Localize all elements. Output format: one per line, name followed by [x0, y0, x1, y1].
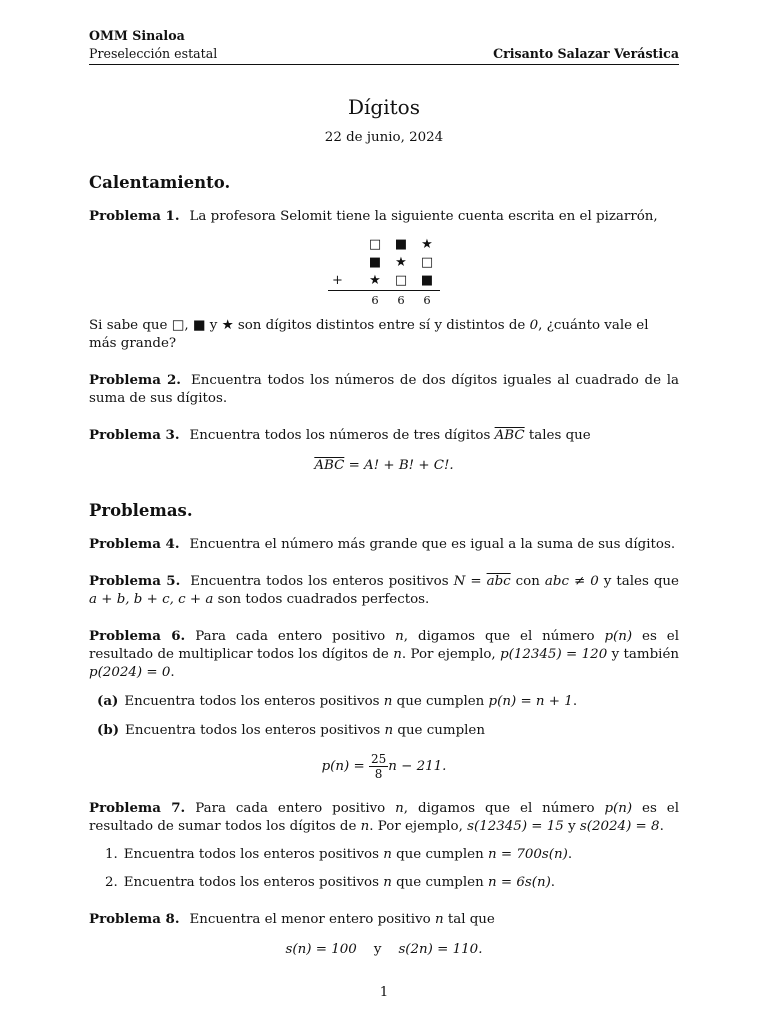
problem-1-question: Si sabe que □, ■ y ★ son dígitos distintos entre sí y distintos de 0, ¿cuánto vale el más grande? [89, 318, 649, 351]
header-row-2 [89, 45, 679, 63]
cell-r1-c1: □ [368, 237, 382, 252]
cell-r1-c2: ■ [394, 237, 408, 252]
problem-7-item-1: 1. Encuentra todos los enteros positivos n que cumplen n = 700s(n). [105, 847, 573, 862]
problem-7-item-2: 2. Encuentra todos los enteros positivos n que cumplen n = 6s(n). [105, 875, 556, 890]
cell-r2-c1: ■ [368, 255, 382, 270]
problem-6-part-b: (b) Encuentra todos los enteros positivos n que cumplen [97, 722, 485, 738]
addition-row-2 [328, 254, 440, 272]
problem-1 [89, 207, 679, 226]
result-c1: 6 [362, 291, 388, 310]
problem-8: Problema 8. Encuentra el menor entero positivo n tal que [89, 911, 495, 927]
cell-r3-c1: ★ [369, 273, 381, 288]
plus-sign: + [332, 273, 343, 288]
problem-4-text: Encuentra el número más grande que es igual a la suma de sus dígitos. [189, 537, 676, 552]
problem-8-label: Problema 8. [89, 911, 180, 927]
result-c2: 6 [388, 291, 414, 310]
problem-1-text: La profesora Selomit tiene la siguiente cuenta escrita en el pizarrón, [189, 209, 658, 224]
problem-6-label: Problema 6. [89, 628, 186, 644]
problem-2-text: Encuentra todos los números de dos dígitos iguales al cuadrado de la suma de sus dígitos. [89, 373, 680, 406]
cell-r2-c2: ★ [395, 255, 407, 270]
header-row-1 [89, 27, 679, 45]
section-problems: Problemas. [89, 501, 193, 520]
header-org: OMM Sinaloa [89, 28, 185, 43]
problem-2 [89, 371, 679, 408]
page-date: 22 de junio, 2024 [324, 130, 444, 145]
problem-4-label: Problema 4. [89, 536, 180, 552]
cell-r3-c3: ■ [420, 273, 434, 288]
problem-8-equation: s(n) = 100 y s(2n) = 110. [285, 942, 483, 957]
page-number: 1 [379, 985, 389, 1000]
result-c3: 6 [414, 291, 440, 310]
header-author: Crisanto Salazar Verástica [493, 46, 679, 61]
problem-7: Problema 7. Para cada entero positivo n, digamos que el número p(n) es el resultado de sumar todos los dígitos de n. Por ejemplo, s(12345) = 15 y s(2024) = 8. [89, 800, 679, 834]
section-warmup: Calentamiento. [89, 173, 231, 192]
addition-row-3 [328, 272, 440, 291]
page-title: Dígitos [348, 95, 420, 119]
addition-table [328, 236, 440, 309]
header-subtitle: Preselección estatal [89, 46, 218, 61]
problem-4 [89, 535, 679, 554]
addition-row-1 [328, 236, 440, 254]
problem-5: Problema 5. Encuentra todos los enteros positivos $N = \overline{abc}$ con abc ≠ 0 y tales que a + b, b + c, c + a son todos cuadrados perfectos. [89, 573, 679, 607]
problem-5-label: Problema 5. [89, 573, 181, 589]
document-page [89, 27, 679, 969]
header-rule [89, 64, 679, 65]
addition-result-row [328, 291, 440, 310]
fraction: $\frac{25}{8}$ [370, 752, 387, 781]
problem-6-equation: p(n) = $\frac{25}{8}$ n − 211. [321, 752, 447, 781]
problem-3-equation: $\overline{ABC} = A$! + B! + C!. [314, 458, 454, 473]
problem-6-part-a: (a) Encuentra todos los enteros positivos n que cumplen p(n) = n + 1. [97, 693, 578, 709]
problem-1-label: Problema 1. [89, 208, 180, 224]
cell-r1-c3: ★ [421, 237, 433, 252]
problem-7-label: Problema 7. [89, 800, 186, 816]
problem-3-label: Problema 3. [89, 427, 180, 443]
problem-2-label: Problema 2. [89, 372, 181, 388]
problem-6: Problema 6. Para cada entero positivo n, digamos que el número p(n) es el resultado de multiplicar todos los dígitos de n. Por ejemplo, p(12345) = 120 y también p(2024) = 0. [89, 628, 680, 680]
cell-r3-c2: □ [394, 273, 408, 288]
cell-r2-c3: □ [420, 255, 434, 270]
problem-3: Problema 3. Encuentra todos los números de tres dígitos $\overline{ABC}$ tales que [89, 427, 591, 443]
